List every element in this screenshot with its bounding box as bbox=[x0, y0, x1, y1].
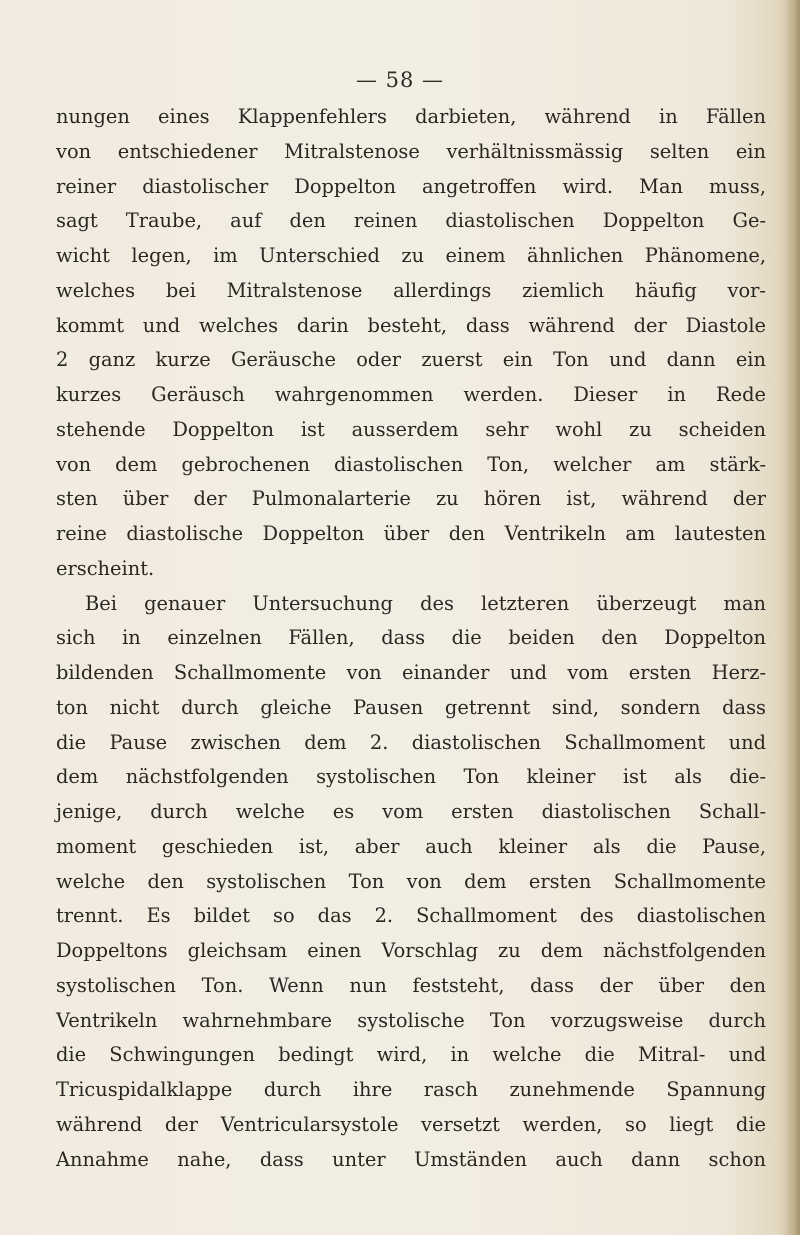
text-line: reine diastolische Doppelton über den Ventrikeln am lautesten bbox=[56, 522, 766, 545]
text-line: während der Ventricularsystole versetzt werden, so liegt die bbox=[56, 1112, 766, 1136]
text-line: trennt. Es bildet so das 2. Schallmoment des diastolischen bbox=[56, 904, 766, 928]
text-line: sagt Traube, auf den reinen diastolischen Doppelton Ge- bbox=[56, 209, 766, 233]
text-line: Tricuspidalklappe durch ihre rasch zunehmende Spannung bbox=[56, 1078, 766, 1101]
text-line: von entschiedener Mitralstenose verhältnissmässig selten ein bbox=[56, 139, 766, 163]
text-line: wicht legen, im Unterschied zu einem ähnlichen Phänomene, bbox=[56, 244, 766, 267]
text-line: Doppeltons gleichsam einen Vorschlag zu dem nächstfolgenden bbox=[56, 939, 766, 962]
text-line: ton nicht durch gleiche Pausen getrennt sind, sondern dass bbox=[56, 695, 766, 719]
text-line: Ventrikeln wahrnehmbare systolische Ton vorzugsweise durch bbox=[56, 1008, 766, 1032]
text-line: dem nächstfolgenden systolischen Ton kleiner ist als die- bbox=[56, 765, 766, 789]
text-line: welche den systolischen Ton von dem ersten Schallmomente bbox=[56, 869, 766, 893]
page-number: — 58 — bbox=[355, 68, 445, 92]
text-line: kommt und welches darin besteht, dass während der Diastole bbox=[56, 313, 766, 337]
text-line: Annahme nahe, dass unter Umständen auch dann schon bbox=[56, 1147, 766, 1171]
text-line: die Pause zwischen dem 2. diastolischen Schallmoment und bbox=[56, 730, 766, 754]
text-line: reiner diastolischer Doppelton angetroffen wird. Man muss, bbox=[56, 174, 766, 198]
text-line: systolischen Ton. Wenn nun feststeht, dass der über den bbox=[56, 973, 766, 997]
text-line: sten über der Pulmonalarterie zu hören ist, während der bbox=[56, 487, 766, 511]
text-line: jenige, durch welche es vom ersten diastolischen Schall- bbox=[56, 800, 766, 823]
text-line: nungen eines Klappenfehlers darbieten, während in Fällen bbox=[56, 105, 766, 128]
text-line: 2 ganz kurze Geräusche oder zuerst ein Ton und dann ein bbox=[56, 348, 766, 372]
text-line: bildenden Schallmomente von einander und vom ersten Herz- bbox=[56, 661, 766, 684]
text-line: sich in einzelnen Fällen, dass die beiden den Doppelton bbox=[56, 626, 766, 650]
text-line: Bei genauer Untersuchung des letzteren überzeugt man bbox=[85, 591, 766, 615]
text-line: von dem gebrochenen diastolischen Ton, welcher am stärk- bbox=[56, 452, 766, 476]
body-text bbox=[56, 100, 766, 1177]
text-line: kurzes Geräusch wahrgenommen werden. Dieser in Rede bbox=[56, 383, 766, 406]
text-line: die Schwingungen bedingt wird, in welche die Mitral- und bbox=[56, 1043, 766, 1067]
text-line: stehende Doppelton ist ausserdem sehr wohl zu scheiden bbox=[56, 417, 766, 441]
page-edge bbox=[784, 0, 800, 1235]
text-line: welches bei Mitralstenose allerdings ziemlich häufig vor- bbox=[56, 278, 766, 302]
text-line: erscheint. bbox=[56, 556, 155, 580]
text-line: moment geschieden ist, aber auch kleiner als die Pause, bbox=[56, 834, 766, 858]
